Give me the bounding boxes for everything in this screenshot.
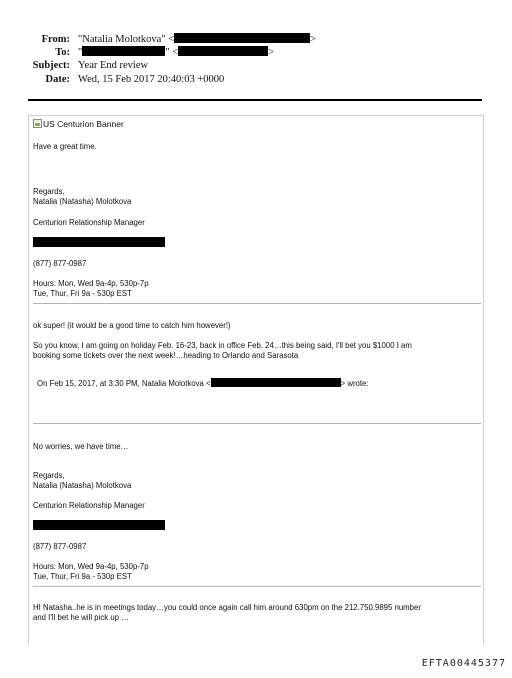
divider xyxy=(33,303,481,304)
reply-line: ok super! (it would be a good time to catch him however!) xyxy=(33,321,231,330)
sig1-title: Centurion Relationship Manager xyxy=(33,218,145,227)
banner-alt-text: US Centurion Banner xyxy=(43,119,124,129)
to-label: To: xyxy=(55,47,70,58)
redaction-block xyxy=(174,33,310,43)
divider xyxy=(33,586,481,587)
date-value: Wed, 15 Feb 2017 20:40:03 +0000 xyxy=(78,74,225,85)
subject-value: Year End review xyxy=(78,60,149,71)
redaction-block xyxy=(211,378,341,387)
header-divider xyxy=(28,99,482,101)
reply-paragraph-line-1: So you know, I am going on holiday Feb. 16-23, back in office Feb. 24…this being said, I'll bet you $1000 I am xyxy=(33,341,412,350)
sig2-regards: Regards, xyxy=(33,471,65,480)
last-message-line-1: HI Natasha..he is in meetings today…you could once again call him around 630pm on the 212.750.9895 number xyxy=(33,603,421,612)
sig1-hours-1: Hours: Mon, Wed 9a-4p, 530p-7p xyxy=(33,279,149,288)
divider xyxy=(33,423,481,424)
sig2-name: Natalia (Natasha) Molotkova xyxy=(33,481,132,490)
document-id: EFTA00445377 xyxy=(421,658,506,669)
sig1-hours-2: Tue, Thur, Fri 9a - 530p EST xyxy=(33,289,132,298)
greeting: Have a great time. xyxy=(33,142,97,151)
sig2-hours-2: Tue, Thur, Fri 9a - 530p EST xyxy=(33,572,132,581)
no-worries-line: No worries, we have time… xyxy=(33,442,129,451)
quote-attribution: On Feb 15, 2017, at 3:30 PM, Natalia Molotkova < > wrote: xyxy=(37,379,369,388)
reply-paragraph-line-2: booking some tickets over the next week!…heading to Orlando and Sarasota xyxy=(33,351,299,360)
broken-image-icon xyxy=(33,119,42,128)
sig2-phone: (877) 877-0987 xyxy=(33,542,87,551)
from-label: From: xyxy=(41,34,70,45)
redaction-block xyxy=(178,46,268,56)
subject-label: Subject: xyxy=(32,60,70,71)
sig2-title: Centurion Relationship Manager xyxy=(33,501,145,510)
banner-image xyxy=(33,119,124,129)
date-label: Date: xyxy=(45,74,70,85)
sig1-name: Natalia (Natasha) Molotkova xyxy=(33,197,132,206)
from-value: "Natalia Molotkova" < > xyxy=(78,34,317,45)
sig2-hours-1: Hours: Mon, Wed 9a-4p, 530p-7p xyxy=(33,562,149,571)
redaction-block xyxy=(33,237,165,247)
sig1-phone: (877) 877-0987 xyxy=(33,259,87,268)
redaction-block xyxy=(33,520,165,530)
to-value: " " < > xyxy=(78,47,275,58)
sig1-regards: Regards, xyxy=(33,187,65,196)
redaction-block xyxy=(82,46,165,56)
last-message-line-2: and I'll bet he will pick up … xyxy=(33,613,129,622)
